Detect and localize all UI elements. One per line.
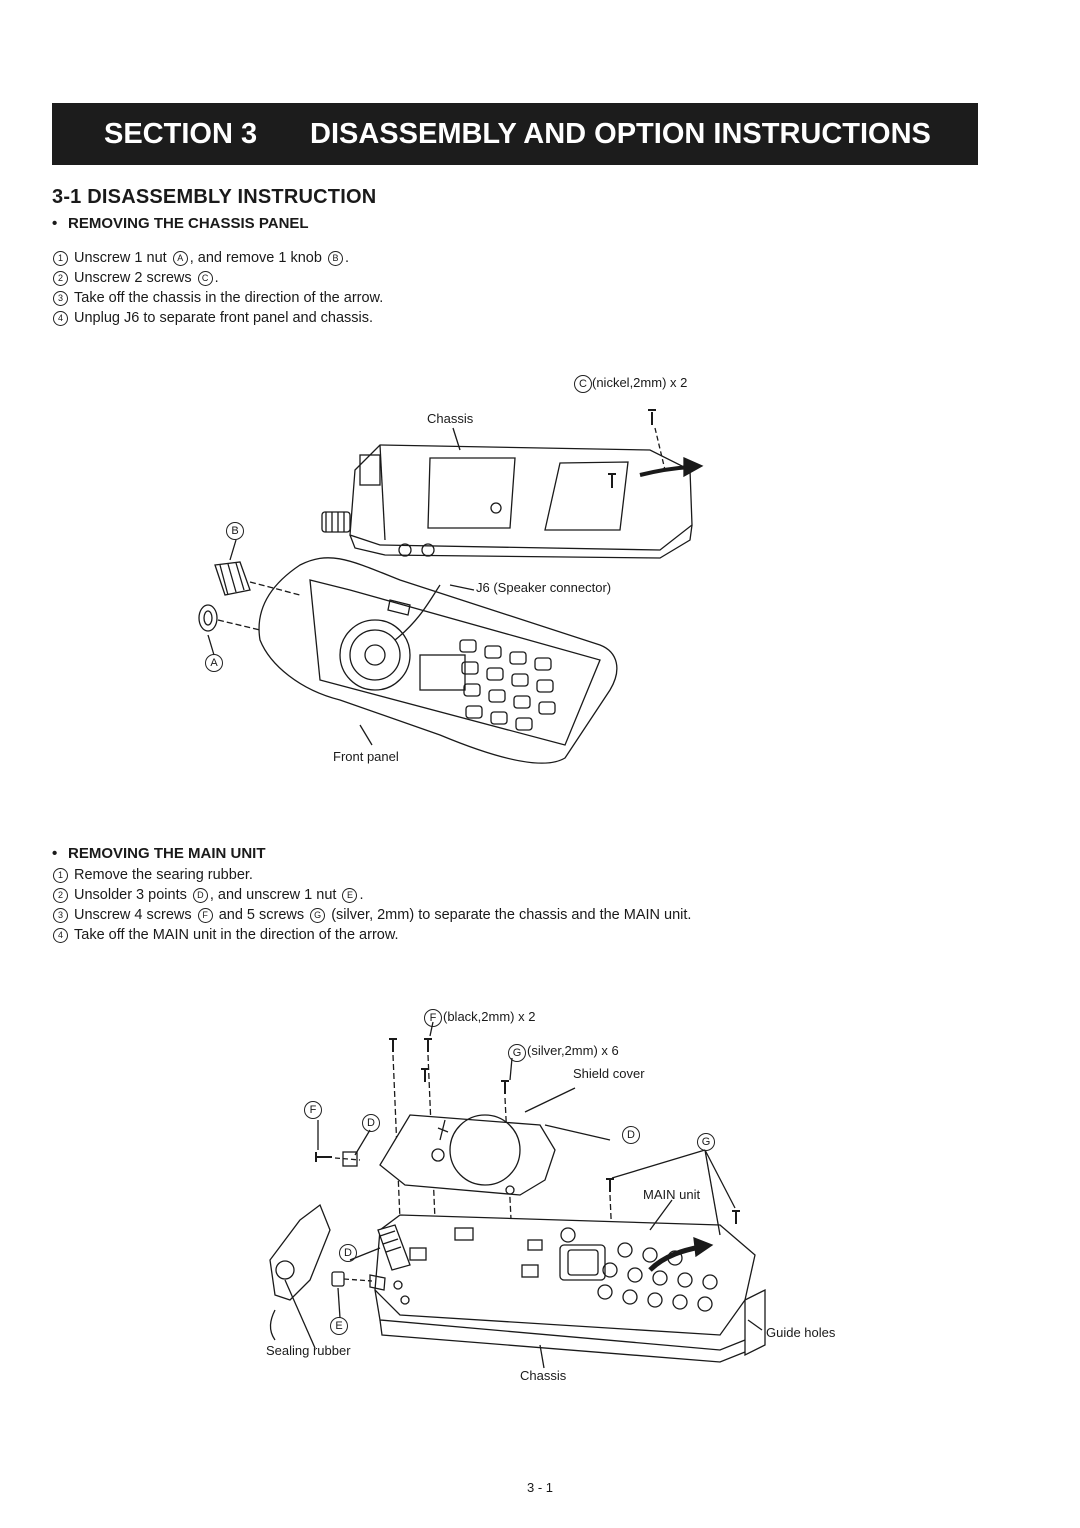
- callout-d-right: D: [622, 1126, 640, 1144]
- step-text: (silver, 2mm) to separate the chassis and the MAIN unit.: [327, 907, 692, 923]
- part-ref-f: F: [198, 908, 213, 923]
- callout-f-left: F: [304, 1101, 322, 1119]
- part-ref-e: E: [342, 888, 357, 903]
- step-text: Unscrew 1 nut: [74, 250, 171, 266]
- part-ref-g: G: [310, 908, 325, 923]
- callout-d-top: D: [362, 1114, 380, 1132]
- step-number: 3: [53, 908, 68, 923]
- step-number: 1: [53, 251, 68, 266]
- page-number: 3 - 1: [526, 1480, 553, 1495]
- step-number: 1: [53, 868, 68, 883]
- main-unit-title: REMOVING THE MAIN UNIT: [68, 845, 266, 862]
- step-4: [53, 308, 383, 328]
- j6-label: J6 (Speaker connector): [476, 580, 612, 595]
- screw-c-spec: (nickel,2mm) x 2: [592, 375, 688, 390]
- step-3: [53, 288, 383, 308]
- step-1: [53, 865, 691, 885]
- step-text: , and unscrew 1 nut: [209, 887, 341, 903]
- callout-g-right: G: [697, 1133, 715, 1151]
- chassis-label: Chassis: [427, 411, 474, 426]
- callout-f-top: F: [424, 1009, 442, 1027]
- bullet: •: [52, 215, 58, 232]
- step-text: Unsolder 3 points: [74, 887, 191, 903]
- shield-cover-label: Shield cover: [573, 1066, 645, 1081]
- step-text: .: [214, 270, 219, 286]
- part-ref-b: B: [328, 251, 343, 266]
- step-text: Unscrew 2 screws: [74, 270, 196, 286]
- step-text: , and remove 1 knob: [189, 250, 326, 266]
- section-title: DISASSEMBLY AND OPTION INSTRUCTIONS: [310, 117, 931, 150]
- step-text: Unscrew 4 screws: [74, 907, 196, 923]
- guide-holes-label: Guide holes: [766, 1325, 836, 1340]
- step-text: .: [344, 250, 349, 266]
- main-unit-diagram: [0, 1000, 1080, 1400]
- screw-g-spec: (silver,2mm) x 6: [527, 1043, 619, 1058]
- step-number: 2: [53, 271, 68, 286]
- step-2: [53, 268, 383, 288]
- front-panel-label: Front panel: [333, 749, 399, 764]
- step-text: and 5 screws: [214, 907, 309, 923]
- callout-b: B: [226, 522, 244, 540]
- step-text: .: [359, 887, 364, 903]
- main-unit-label: MAIN unit: [643, 1187, 701, 1202]
- chassis-panel-diagram: [0, 360, 1080, 780]
- step-text: Unplug J6 to separate front panel and chassis.: [74, 310, 374, 326]
- callout-e: E: [330, 1317, 348, 1335]
- bullet: •: [52, 845, 58, 862]
- callout-d-left: D: [339, 1244, 357, 1262]
- callout-g-top: G: [508, 1044, 526, 1062]
- chassis-label-bottom: Chassis: [520, 1368, 567, 1383]
- part-ref-c: C: [198, 271, 213, 286]
- section-number: SECTION 3: [104, 117, 258, 150]
- section-banner: [52, 103, 978, 165]
- step-2: [53, 885, 691, 905]
- step-number: 4: [53, 928, 68, 943]
- callout-c: C: [574, 375, 592, 393]
- step-number: 2: [53, 888, 68, 903]
- part-ref-d: D: [193, 888, 208, 903]
- step-text: Remove the searing rubber.: [74, 867, 253, 883]
- chassis-panel-title: REMOVING THE CHASSIS PANEL: [68, 215, 309, 232]
- step-3: [53, 905, 691, 925]
- step-text: Take off the MAIN unit in the direction of the arrow.: [74, 927, 399, 943]
- chassis-panel-steps: [53, 248, 383, 328]
- callout-a: A: [205, 654, 223, 672]
- step-4: [53, 925, 691, 945]
- chassis-panel-heading: [52, 215, 309, 232]
- page-heading: 3-1 DISASSEMBLY INSTRUCTION: [52, 186, 377, 208]
- sealing-rubber-label: Sealing rubber: [266, 1343, 351, 1358]
- part-ref-a: A: [173, 251, 188, 266]
- main-unit-heading: [52, 845, 266, 862]
- step-number: 4: [53, 311, 68, 326]
- step-1: [53, 248, 383, 268]
- step-number: 3: [53, 291, 68, 306]
- main-unit-steps: [53, 865, 691, 945]
- screw-f-spec: (black,2mm) x 2: [443, 1009, 536, 1024]
- step-text: Take off the chassis in the direction of the arrow.: [74, 290, 384, 306]
